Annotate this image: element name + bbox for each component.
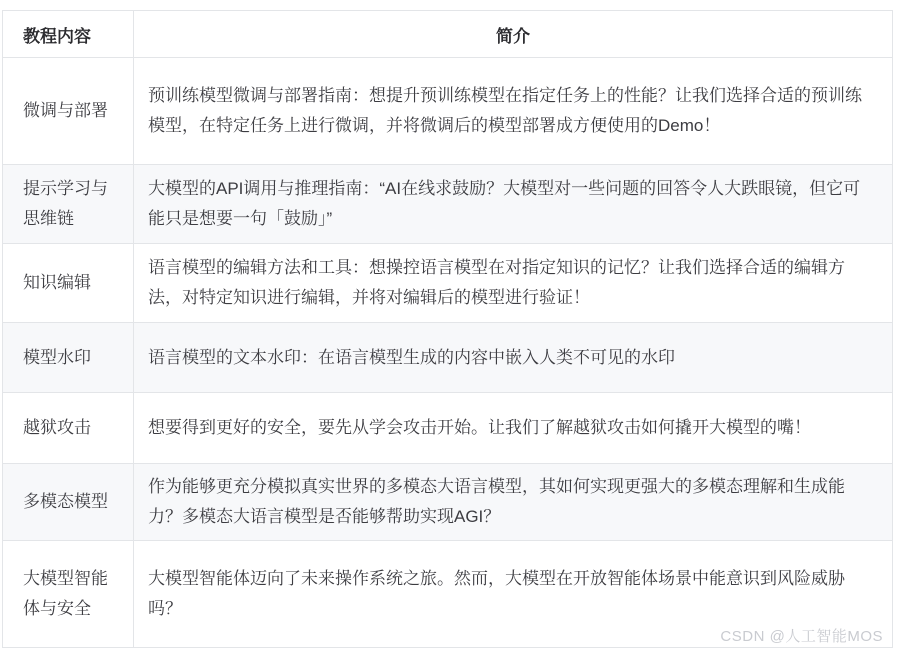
table-row (3, 464, 893, 541)
topic-cell: 大模型智能体与安全 (3, 541, 134, 648)
topic-cell: 知识编辑 (3, 244, 134, 323)
table-row (3, 323, 893, 393)
summary-cell: 预训练模型微调与部署指南：想提升预训练模型在指定任务上的性能？让我们选择合适的预训练模型，在特定任务上进行微调，并将微调后的模型部署成方便使用的Demo！ (134, 58, 893, 165)
topic-cell: 微调与部署 (3, 58, 134, 165)
header-summary: 简介 (134, 11, 893, 58)
tutorial-table (2, 10, 893, 648)
summary-cell: 想要得到更好的安全，要先从学会攻击开始。让我们了解越狱攻击如何撬开大模型的嘴！ (134, 393, 893, 464)
topic-cell: 多模态模型 (3, 464, 134, 541)
csdn-watermark: CSDN @人工智能MOS (720, 628, 883, 645)
summary-cell: 大模型的API调用与推理指南：“AI在线求鼓励？大模型对一些问题的回答令人大跌眼镜，但它可能只是想要一句「鼓励」” (134, 165, 893, 244)
header-row (3, 11, 893, 58)
table-row (3, 165, 893, 244)
header-topic: 教程内容 (3, 11, 134, 58)
topic-cell: 越狱攻击 (3, 393, 134, 464)
table-row (3, 244, 893, 323)
table-row (3, 58, 893, 165)
summary-cell: 作为能够更充分模拟真实世界的多模态大语言模型，其如何实现更强大的多模态理解和生成能力？多模态大语言模型是否能够帮助实现AGI？ (134, 464, 893, 541)
table-row (3, 393, 893, 464)
topic-cell: 提示学习与思维链 (3, 165, 134, 244)
summary-cell: 大模型智能体迈向了未来操作系统之旅。然而，大模型在开放智能体场景中能意识到风险威胁吗？ (134, 541, 893, 648)
summary-cell: 语言模型的编辑方法和工具：想操控语言模型在对指定知识的记忆？让我们选择合适的编辑方法，对特定知识进行编辑，并将对编辑后的模型进行验证！ (134, 244, 893, 323)
summary-cell: 语言模型的文本水印：在语言模型生成的内容中嵌入人类不可见的水印 (134, 323, 893, 393)
topic-cell: 模型水印 (3, 323, 134, 393)
